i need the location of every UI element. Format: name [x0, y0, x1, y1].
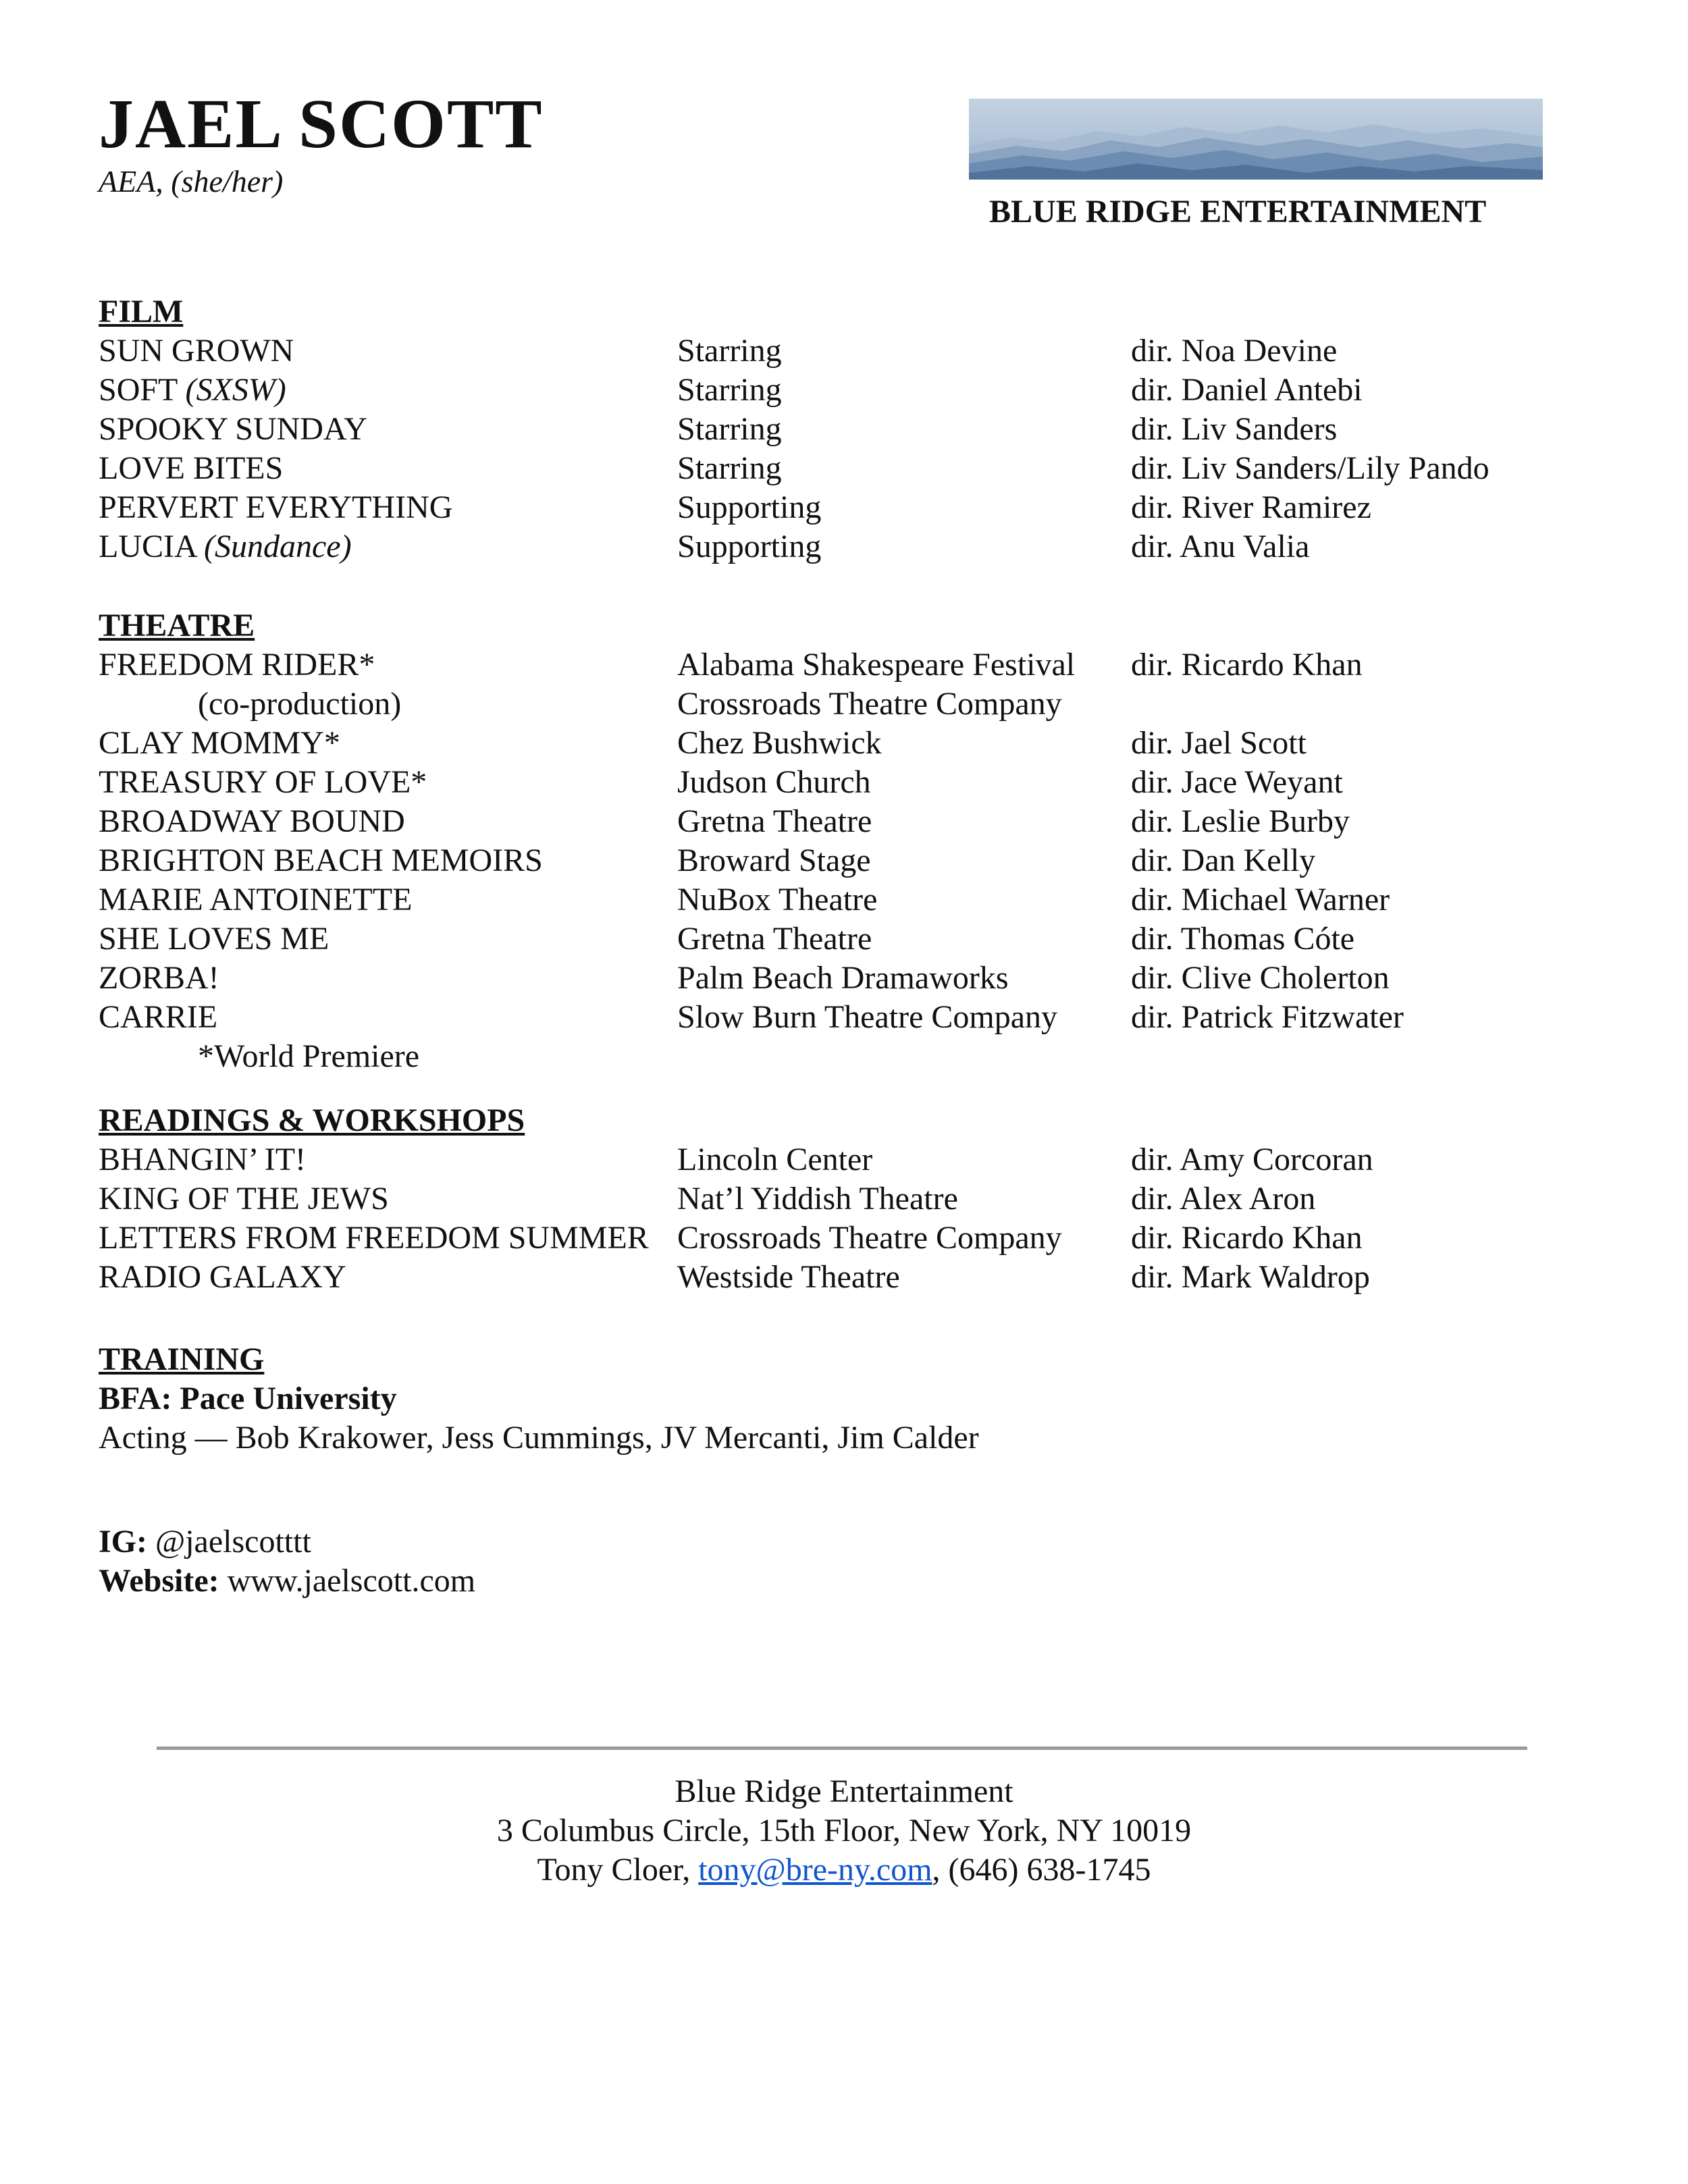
theatre-title: ZORBA!	[99, 960, 219, 996]
reading-title: RADIO GALAXY	[99, 1259, 346, 1295]
reading-director: dir. Amy Corcoran	[1131, 1142, 1373, 1177]
theatre-venue: Palm Beach Dramaworks	[677, 960, 1009, 996]
theatre-director: dir. Michael Warner	[1131, 882, 1390, 917]
footer-email-link[interactable]: tony@bre-ny.com	[698, 1852, 932, 1888]
reading-title: BHANGIN’ IT!	[99, 1142, 307, 1177]
theatre-venue: Gretna Theatre	[677, 803, 872, 839]
footer-phone: , (646) 638-1745	[932, 1852, 1151, 1888]
film-director: dir. River Ramirez	[1131, 489, 1371, 525]
theatre-title: MARIE ANTOINETTE	[99, 882, 413, 917]
film-title: PERVERT EVERYTHING	[99, 489, 453, 525]
film-role: Starring	[677, 411, 782, 447]
actor-name: JAEL SCOTT	[99, 85, 544, 163]
film-title: SOFT (SXSW)	[99, 372, 286, 408]
reading-title: LETTERS FROM FREEDOM SUMMER	[99, 1220, 649, 1256]
reading-row	[0, 1140, 1688, 1179]
world-premiere-text: *World Premiere	[198, 1038, 420, 1074]
theatre-title: FREEDOM RIDER*	[99, 647, 375, 683]
theatre-director: dir. Dan Kelly	[1131, 843, 1316, 878]
instagram-handle[interactable]: @jaelscotttt	[147, 1524, 311, 1560]
instagram-label: IG:	[99, 1524, 147, 1560]
website-label: Website:	[99, 1563, 219, 1599]
theatre-title: BROADWAY BOUND	[99, 803, 405, 839]
reading-row	[0, 1219, 1688, 1258]
film-director: dir. Liv Sanders	[1131, 411, 1338, 447]
training-heading: TRAINING	[99, 1341, 265, 1377]
film-heading: FILM	[99, 294, 184, 329]
reading-director: dir. Mark Waldrop	[1131, 1259, 1370, 1295]
theatre-director: dir. Ricardo Khan	[1131, 647, 1363, 683]
reading-row	[0, 1179, 1688, 1219]
film-row	[0, 488, 1688, 527]
theatre-row	[0, 998, 1688, 1037]
theatre-director: dir. Clive Cholerton	[1131, 960, 1390, 996]
reading-venue: Westside Theatre	[677, 1259, 900, 1295]
footer-company: Blue Ridge Entertainment	[675, 1774, 1013, 1809]
film-role: Starring	[677, 333, 782, 369]
theatre-venue: Crossroads Theatre Company	[677, 686, 1062, 722]
reading-venue: Crossroads Theatre Company	[677, 1220, 1062, 1256]
film-row	[0, 371, 1688, 410]
film-role: Starring	[677, 450, 782, 486]
theatre-venue: Chez Bushwick	[677, 725, 882, 761]
reading-director: dir. Alex Aron	[1131, 1181, 1316, 1217]
theatre-heading: THEATRE	[99, 608, 255, 643]
theatre-row	[0, 645, 1688, 685]
footer-divider	[157, 1747, 1527, 1750]
reading-director: dir. Ricardo Khan	[1131, 1220, 1363, 1256]
instagram-line	[99, 1522, 311, 1562]
theatre-venue: Gretna Theatre	[677, 921, 872, 957]
theatre-title: TREASURY OF LOVE*	[99, 764, 427, 800]
theatre-row	[0, 959, 1688, 998]
theatre-venue: Broward Stage	[677, 843, 871, 878]
theatre-row	[0, 763, 1688, 802]
mountain-banner-image	[969, 99, 1543, 180]
film-role: Starring	[677, 372, 782, 408]
website-link[interactable]: www.jaelscott.com	[219, 1563, 476, 1599]
film-director: dir. Liv Sanders/Lily Pando	[1131, 450, 1489, 486]
training-degree: BFA: Pace University	[99, 1381, 397, 1416]
reading-title: KING OF THE JEWS	[99, 1181, 389, 1217]
footer-contact-name: Tony Cloer,	[537, 1852, 699, 1888]
film-role: Supporting	[677, 489, 822, 525]
footer-address: 3 Columbus Circle, 15th Floor, New York, NY 10019	[496, 1813, 1192, 1848]
film-row	[0, 527, 1688, 566]
theatre-title: SHE LOVES ME	[99, 921, 329, 957]
theatre-director: dir. Leslie Burby	[1131, 803, 1350, 839]
film-title: SUN GROWN	[99, 333, 294, 369]
theatre-row	[0, 880, 1688, 920]
theatre-row	[0, 841, 1688, 880]
world-premiere-note	[0, 1037, 1688, 1076]
film-role: Supporting	[677, 529, 822, 564]
reading-venue: Nat’l Yiddish Theatre	[677, 1181, 958, 1217]
theatre-row	[0, 724, 1688, 763]
theatre-row	[0, 685, 1688, 724]
theatre-title: BRIGHTON BEACH MEMOIRS	[99, 843, 543, 878]
training-acting: Acting — Bob Krakower, Jess Cummings, JV Mercanti, Jim Calder	[99, 1420, 979, 1456]
theatre-director: dir. Patrick Fitzwater	[1131, 999, 1404, 1035]
reading-venue: Lincoln Center	[677, 1142, 873, 1177]
film-row	[0, 331, 1688, 371]
theatre-row	[0, 802, 1688, 841]
theatre-title: (co-production)	[198, 686, 402, 722]
film-row	[0, 410, 1688, 449]
theatre-title: CLAY MOMMY*	[99, 725, 340, 761]
theatre-director: dir. Thomas Cóte	[1131, 921, 1355, 957]
reading-row	[0, 1258, 1688, 1297]
agency-name: BLUE RIDGE ENTERTAINMENT	[989, 194, 1487, 230]
film-director: dir. Anu Valia	[1131, 529, 1310, 564]
union-pronouns: AEA, (she/her)	[99, 164, 284, 198]
theatre-venue: Alabama Shakespeare Festival	[677, 647, 1076, 683]
readings-heading: READINGS & WORKSHOPS	[99, 1102, 525, 1138]
film-title: LOVE BITES	[99, 450, 284, 486]
theatre-title: CARRIE	[99, 999, 218, 1035]
theatre-director: dir. Jael Scott	[1131, 725, 1307, 761]
theatre-venue: NuBox Theatre	[677, 882, 878, 917]
theatre-director: dir. Jace Weyant	[1131, 764, 1343, 800]
theatre-row	[0, 920, 1688, 959]
film-title: LUCIA (Sundance)	[99, 529, 352, 564]
theatre-venue: Slow Burn Theatre Company	[677, 999, 1058, 1035]
website-line	[99, 1562, 475, 1601]
theatre-venue: Judson Church	[677, 764, 871, 800]
film-director: dir. Noa Devine	[1131, 333, 1338, 369]
film-row	[0, 449, 1688, 488]
film-title: SPOOKY SUNDAY	[99, 411, 367, 447]
footer-contact	[0, 1850, 1688, 1890]
film-director: dir. Daniel Antebi	[1131, 372, 1363, 408]
